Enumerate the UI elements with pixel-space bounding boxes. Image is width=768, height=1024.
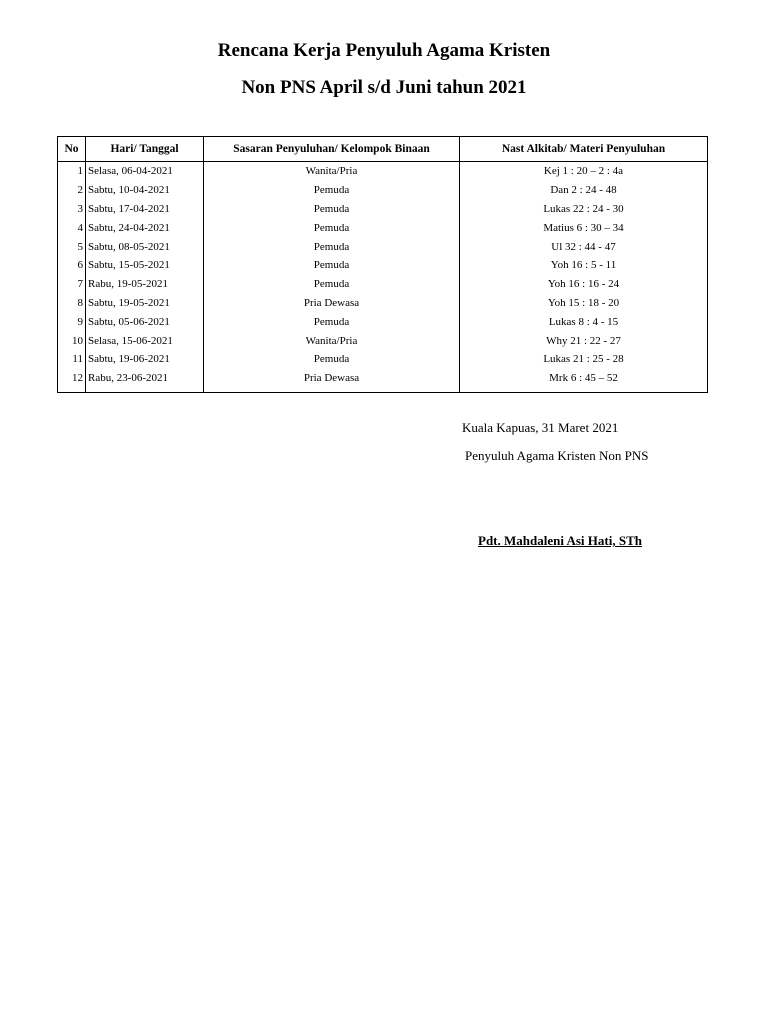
- row-date: Sabtu, 15-05-2021: [86, 256, 204, 275]
- row-date: Sabtu, 17-04-2021: [86, 200, 204, 219]
- row-target-group: Pria Dewasa: [204, 294, 460, 313]
- table-row: [58, 350, 708, 369]
- row-date: Selasa, 15-06-2021: [86, 331, 204, 350]
- table-header-row: [58, 137, 708, 162]
- table-row: [58, 218, 708, 237]
- table-row: [58, 312, 708, 331]
- table-row: [58, 275, 708, 294]
- row-number: 9: [58, 312, 86, 331]
- table-row: [58, 181, 708, 200]
- header-target: Sasaran Penyuluhan/ Kelompok Binaan: [204, 137, 460, 162]
- row-bible-passage: Yoh 15 : 18 - 20: [460, 294, 708, 313]
- row-number: 3: [58, 200, 86, 219]
- row-bible-passage: Ul 32 : 44 - 47: [460, 237, 708, 256]
- row-number: 8: [58, 294, 86, 313]
- row-target-group: Pemuda: [204, 218, 460, 237]
- row-number: 1: [58, 162, 86, 181]
- header-material: Nast Alkitab/ Materi Penyuluhan: [460, 137, 708, 162]
- document-title: Rencana Kerja Penyuluh Agama Kristen: [217, 40, 551, 61]
- row-bible-passage: Lukas 22 : 24 - 30: [460, 200, 708, 219]
- table-row: [58, 256, 708, 275]
- table-row: [58, 162, 708, 181]
- row-target-group: Pemuda: [204, 181, 460, 200]
- row-bible-passage: Why 21 : 22 - 27: [460, 331, 708, 350]
- row-target-group: Pemuda: [204, 350, 460, 369]
- signature-place-date: Kuala Kapuas, 31 Maret 2021: [462, 420, 619, 435]
- row-date: Sabtu, 05-06-2021: [86, 312, 204, 331]
- table-row: [58, 331, 708, 350]
- row-bible-passage: Yoh 16 : 5 - 11: [460, 256, 708, 275]
- table-row: [58, 369, 708, 392]
- row-bible-passage: Lukas 21 : 25 - 28: [460, 350, 708, 369]
- row-target-group: Wanita/Pria: [204, 331, 460, 350]
- row-number: 2: [58, 181, 86, 200]
- header-no: No: [58, 137, 86, 162]
- row-date: Rabu, 19-05-2021: [86, 275, 204, 294]
- row-date: Rabu, 23-06-2021: [86, 369, 204, 392]
- row-bible-passage: Lukas 8 : 4 - 15: [460, 312, 708, 331]
- row-date: Sabtu, 19-06-2021: [86, 350, 204, 369]
- row-date: Sabtu, 19-05-2021: [86, 294, 204, 313]
- row-bible-passage: Mrk 6 : 45 – 52: [460, 369, 708, 392]
- row-number: 12: [58, 369, 86, 392]
- row-number: 10: [58, 331, 86, 350]
- row-date: Sabtu, 10-04-2021: [86, 181, 204, 200]
- row-date: Sabtu, 08-05-2021: [86, 237, 204, 256]
- row-number: 7: [58, 275, 86, 294]
- row-target-group: Pemuda: [204, 256, 460, 275]
- row-bible-passage: Yoh 16 : 16 - 24: [460, 275, 708, 294]
- document-subtitle: Non PNS April s/d Juni tahun 2021: [241, 77, 527, 98]
- work-plan-table: [57, 136, 708, 393]
- table-row: [58, 200, 708, 219]
- table-row: [58, 237, 708, 256]
- signature-role: Penyuluh Agama Kristen Non PNS: [465, 448, 649, 463]
- table-row: [58, 294, 708, 313]
- row-target-group: Pemuda: [204, 237, 460, 256]
- row-date: Sabtu, 24-04-2021: [86, 218, 204, 237]
- row-number: 5: [58, 237, 86, 256]
- row-number: 4: [58, 218, 86, 237]
- header-date: Hari/ Tanggal: [86, 137, 204, 162]
- row-target-group: Pemuda: [204, 275, 460, 294]
- signatory-name: Pdt. Mahdaleni Asi Hati, STh: [478, 533, 642, 548]
- row-bible-passage: Dan 2 : 24 - 48: [460, 181, 708, 200]
- row-date: Selasa, 06-04-2021: [86, 162, 204, 181]
- row-bible-passage: Matius 6 : 30 – 34: [460, 218, 708, 237]
- row-bible-passage: Kej 1 : 20 – 2 : 4a: [460, 162, 708, 181]
- row-target-group: Pria Dewasa: [204, 369, 460, 392]
- row-number: 11: [58, 350, 86, 369]
- row-target-group: Wanita/Pria: [204, 162, 460, 181]
- row-number: 6: [58, 256, 86, 275]
- row-target-group: Pemuda: [204, 312, 460, 331]
- row-target-group: Pemuda: [204, 200, 460, 219]
